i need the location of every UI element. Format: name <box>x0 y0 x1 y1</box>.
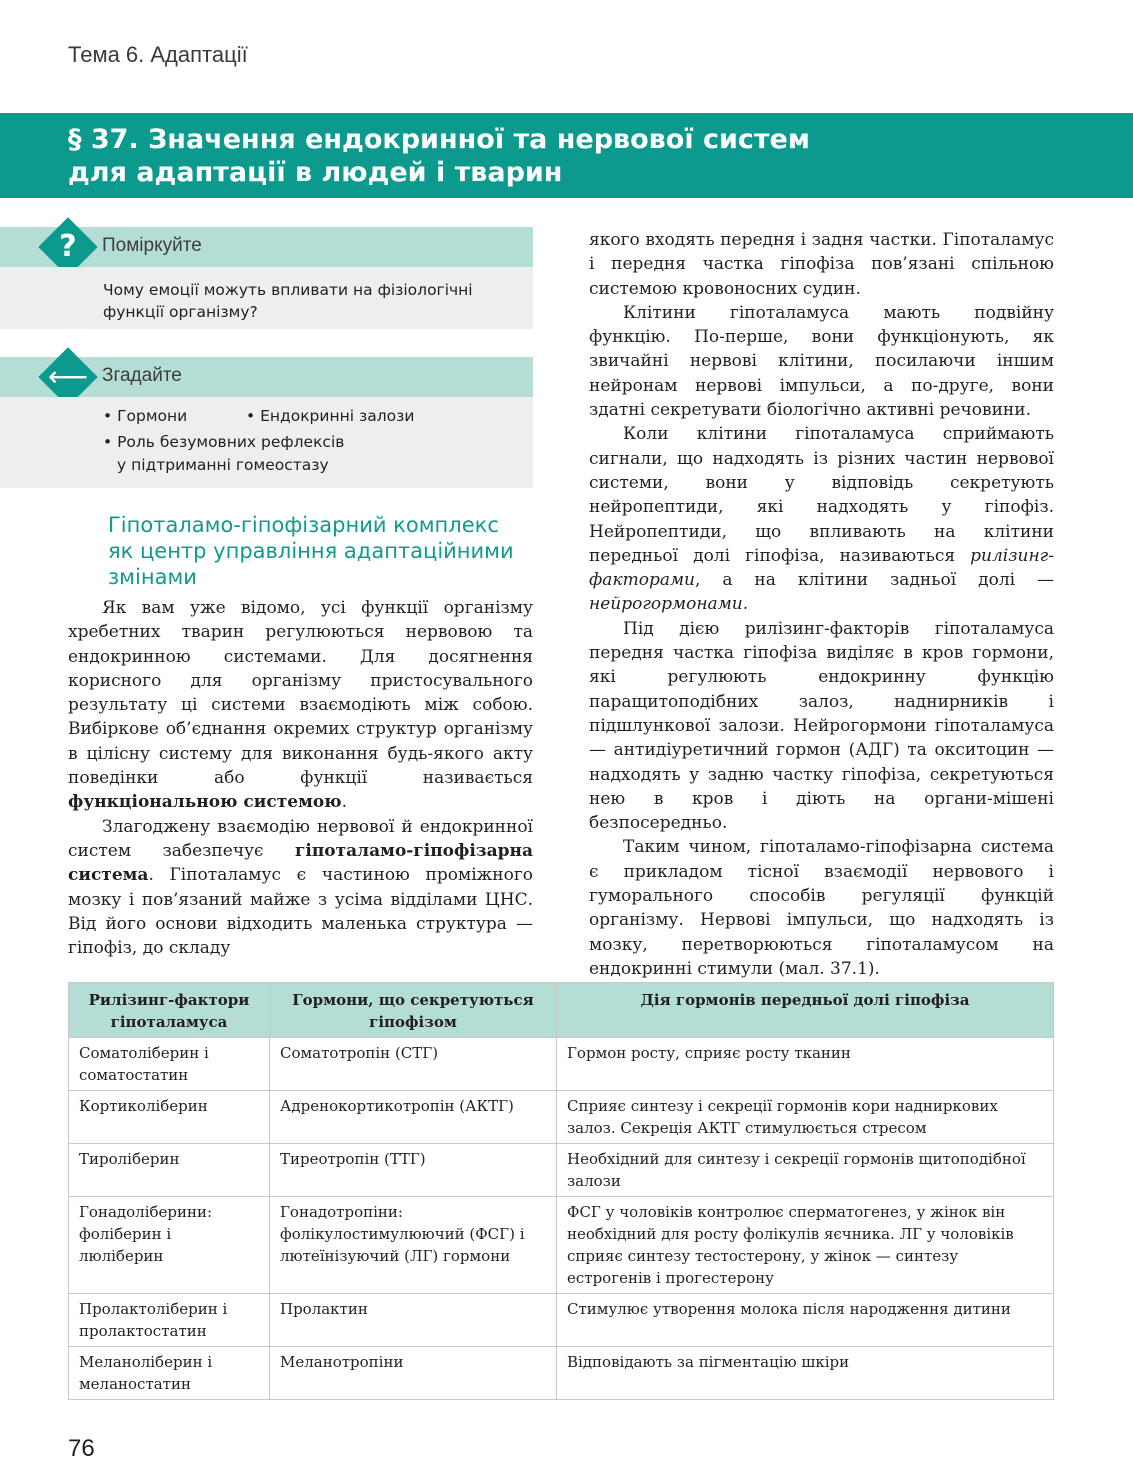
term-neurohormones: нейрогормонами <box>589 594 743 615</box>
table-cell: ФСГ у чоловіків контролює сперматогенез, у жінок він необхідний для росту фолікулів яєчника. ЛГ у чоловіків сприяє синтезу тестостерону, у жінок — синтезу естрогенів і прогестерону <box>557 1197 1054 1294</box>
think-box-label: Поміркуйте <box>102 235 202 256</box>
text-run: . Гіпоталамус є частиною проміжного мозку і пов’язаний майже з усіма відділами ЦНС. Від його основи відходить маленька структура — гіпофіз, до складу <box>68 865 533 959</box>
recall-item-reflexes-cont: у підтриманні гомеостазу <box>117 456 329 474</box>
right-column-text <box>589 228 1054 981</box>
section-heading-line-1: Гіпоталамо-гіпофізарний комплекс <box>108 513 499 537</box>
text-run: Як вам уже відомо, усі функції організму хребетних тварин регулюються нервовою та ендокринною системами. Для досягнення корисного для організму пристосувального результату ці системи взаємодіють між собою. Вибіркове об’єднання окремих структур організму в цілісну систему для виконання будь-якого акту поведінки або функції називається <box>68 598 533 789</box>
topic-header: Тема 6. Адаптації <box>68 42 248 67</box>
body-paragraph: Під дією рилізинг-факторів гіпоталамуса передня частка гіпофіза виділяє в кров гормони, які регулюють ендокринну функцію паращитоподібних залоз, наднирників і підшлункової залози. Нейрогормони гіпоталамуса — антидіуретичний гормон (АДГ) та окситоцин — надходять у задню частку гіпофіза, секретуються нею в кров і діють на органи-мішені безпосередньо. <box>589 618 1054 834</box>
table-row <box>69 1347 1054 1400</box>
body-paragraph: якого входять передня і задня частки. Гіпоталамус і передня частка гіпофіза пов’язані спільною системою кровоносних судин. <box>589 230 1054 299</box>
table-cell: Необхідний для синтезу і секреції гормонів щитоподібної залози <box>557 1144 1054 1197</box>
body-paragraph <box>589 422 1054 616</box>
table-row <box>69 1091 1054 1144</box>
table-header-cell: Рилізинг-фактори гіпоталамуса <box>69 983 270 1038</box>
paragraph-title <box>68 123 810 189</box>
table-cell: Відповідають за пігментацію шкіри <box>557 1347 1054 1400</box>
text-run: , а на клітини задньої долі — <box>695 570 1054 591</box>
arrow-left-icon: ⟵ <box>47 360 89 393</box>
text-run: . <box>742 594 749 615</box>
table-row <box>69 1144 1054 1197</box>
body-paragraph: Таким чином, гіпоталамо-гіпофізарна система є прикладом тісної взаємодії нервового і гуморального способів регуляції функцій організму. Нервові імпульси, що надходять із мозку, перетворюються гіпоталамусом на ендокринні стимули (мал. 37.1). <box>589 837 1054 979</box>
table-cell: Меланоліберин і меланостатин <box>69 1347 270 1400</box>
table-header-cell: Дія гормонів передньої долі гіпофіза <box>557 983 1054 1038</box>
table-row <box>69 1294 1054 1347</box>
recall-box-body <box>0 397 533 488</box>
body-paragraph <box>68 815 533 961</box>
table-cell: Пролактоліберин і пролактостатин <box>69 1294 270 1347</box>
term-releasing-factors: рилізинг-факторами <box>589 545 1054 591</box>
table-row <box>69 1038 1054 1091</box>
recall-item-reflexes: • Роль безумовних рефлексів <box>103 433 345 451</box>
table-cell: Соматотропін (СТГ) <box>270 1038 557 1091</box>
table-cell: Кортиколіберин <box>69 1091 270 1144</box>
table-cell: Сприяє синтезу і секреції гормонів кори надниркових залоз. Секреція АКТГ стимулюється стресом <box>557 1091 1054 1144</box>
table-cell: Гонадотропіни: фолікулостимулюючий (ФСГ) і лютеїнізуючий (ЛГ) гормони <box>270 1197 557 1294</box>
recall-box-label: Згадайте <box>102 365 182 386</box>
page-number: 76 <box>68 1435 95 1462</box>
text-run: Злагоджену взаємодію нервової й ендокринної систем забезпечує <box>68 816 533 861</box>
hormones-table <box>68 982 1054 1400</box>
question-icon: ? <box>59 229 77 264</box>
term-hypothalamic-pituitary: гіпоталамо-гіпофізарна система <box>68 840 533 886</box>
paragraph-banner <box>0 113 1133 198</box>
table-header-cell: Гормони, що секретуються гіпофізом <box>270 983 557 1038</box>
paragraph-title-line-2: для адаптації в людей і тварин <box>68 157 563 188</box>
table-cell: Соматоліберин і соматостатин <box>69 1038 270 1091</box>
table-cell: Гонадоліберини: фоліберин і люліберин <box>69 1197 270 1294</box>
recall-item-glands: • Ендокринні залози <box>246 407 415 425</box>
table-cell: Стимулює утворення молока після народження дитини <box>557 1294 1054 1347</box>
text-run: Коли клітини гіпоталамуса сприймають сигнали, що надходять із різних частин нервової системи, вони у відповідь секретують нейропептиди, які надходять у гіпофіз. Нейропептиди, що впливають на клітини передньої долі гіпофіза, називаються <box>589 424 1054 566</box>
left-column-text <box>68 596 533 960</box>
paragraph-title-line-1: § 37. Значення ендокринної та нервової систем <box>68 124 810 155</box>
body-paragraph <box>68 596 533 815</box>
section-heading-line-2: як центр управління адаптаційними <box>108 539 514 563</box>
table-cell: Меланотропіни <box>270 1347 557 1400</box>
table-cell: Тироліберин <box>69 1144 270 1197</box>
table-header-row <box>69 983 1054 1038</box>
table-row <box>69 1197 1054 1294</box>
table-cell: Адренокортикотропін (АКТГ) <box>270 1091 557 1144</box>
body-paragraph: Клітини гіпоталамуса мають подвійну функцію. По-перше, вони функціонують, як звичайні нервові клітини, посилаючи іншим нейронам нервові імпульси, а по-друге, вони здатні секретувати біологічно активні речовини. <box>589 302 1054 421</box>
section-heading <box>108 512 528 590</box>
table-cell: Гормон росту, сприяє росту тканин <box>557 1038 1054 1091</box>
section-heading-line-3: змінами <box>108 565 197 589</box>
recall-item-hormones: • Гормони <box>103 407 188 425</box>
table-cell: Пролактин <box>270 1294 557 1347</box>
text-run: . <box>341 792 348 813</box>
think-box-body <box>0 267 533 329</box>
term-functional-system: функціональною системою <box>68 792 342 813</box>
table-cell: Тиреотропін (ТТГ) <box>270 1144 557 1197</box>
think-question: Чому емоції можуть впливати на фізіологічні функції організму? <box>103 281 473 321</box>
